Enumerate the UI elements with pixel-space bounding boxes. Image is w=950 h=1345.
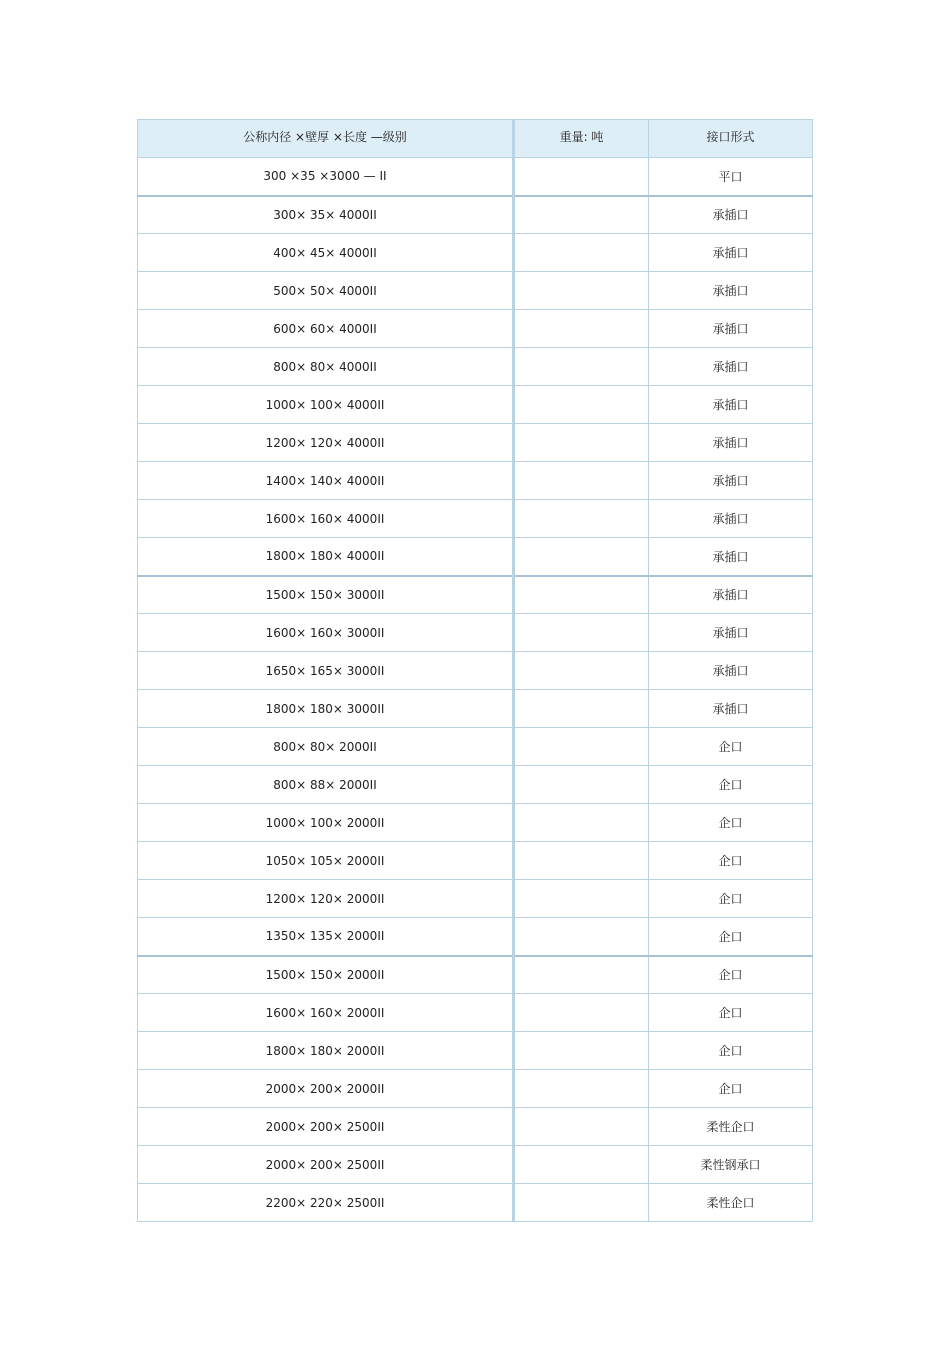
- table-row: [138, 1108, 813, 1146]
- table-row: [138, 804, 813, 842]
- cell-weight: [514, 1032, 649, 1070]
- cell-spec: 1650× 165× 3000II: [138, 652, 514, 690]
- table-row: [138, 196, 813, 234]
- cell-joint: 承插口: [649, 462, 813, 500]
- cell-joint: 企口: [649, 1070, 813, 1108]
- table-row: [138, 310, 813, 348]
- table-row: [138, 348, 813, 386]
- header-joint: 接口形式: [649, 120, 813, 158]
- cell-weight: [514, 576, 649, 614]
- cell-joint: 承插口: [649, 196, 813, 234]
- table-row: [138, 728, 813, 766]
- cell-joint: 企口: [649, 804, 813, 842]
- cell-spec: 1000× 100× 4000II: [138, 386, 514, 424]
- cell-weight: [514, 272, 649, 310]
- cell-joint: 柔性钢承口: [649, 1146, 813, 1184]
- cell-weight: [514, 728, 649, 766]
- cell-weight: [514, 538, 649, 576]
- table-row: [138, 424, 813, 462]
- cell-joint: 企口: [649, 1032, 813, 1070]
- cell-weight: [514, 424, 649, 462]
- table-row: [138, 994, 813, 1032]
- cell-joint: 承插口: [649, 538, 813, 576]
- table-row: [138, 1146, 813, 1184]
- cell-spec: 1600× 160× 3000II: [138, 614, 514, 652]
- pipe-spec-table: [137, 119, 813, 1222]
- table-row: [138, 158, 813, 196]
- cell-joint: 承插口: [649, 500, 813, 538]
- table-row: [138, 576, 813, 614]
- header-weight: 重量: 吨: [514, 120, 649, 158]
- table-row: [138, 234, 813, 272]
- table-row: [138, 766, 813, 804]
- cell-weight: [514, 956, 649, 994]
- table-row: [138, 1184, 813, 1222]
- table-row: [138, 652, 813, 690]
- cell-joint: 企口: [649, 728, 813, 766]
- cell-spec: 2200× 220× 2500II: [138, 1184, 514, 1222]
- cell-joint: 承插口: [649, 424, 813, 462]
- cell-spec: 1000× 100× 2000II: [138, 804, 514, 842]
- cell-spec: 1200× 120× 2000II: [138, 880, 514, 918]
- cell-joint: 承插口: [649, 348, 813, 386]
- table-row: [138, 386, 813, 424]
- table-row: [138, 1032, 813, 1070]
- table-row: [138, 690, 813, 728]
- cell-weight: [514, 614, 649, 652]
- cell-joint: 承插口: [649, 690, 813, 728]
- cell-joint: 承插口: [649, 652, 813, 690]
- cell-joint: 承插口: [649, 272, 813, 310]
- cell-joint: 平口: [649, 158, 813, 196]
- cell-joint: 承插口: [649, 576, 813, 614]
- cell-weight: [514, 462, 649, 500]
- table-row: [138, 880, 813, 918]
- table-row: [138, 1070, 813, 1108]
- cell-weight: [514, 1108, 649, 1146]
- cell-spec: 800× 80× 2000II: [138, 728, 514, 766]
- table-row: [138, 918, 813, 956]
- cell-spec: 1600× 160× 4000II: [138, 500, 514, 538]
- table-row: [138, 538, 813, 576]
- table-row: [138, 272, 813, 310]
- cell-spec: 1600× 160× 2000II: [138, 994, 514, 1032]
- table-row: [138, 614, 813, 652]
- cell-weight: [514, 500, 649, 538]
- cell-spec: 1500× 150× 3000II: [138, 576, 514, 614]
- cell-weight: [514, 880, 649, 918]
- cell-spec: 800× 80× 4000II: [138, 348, 514, 386]
- table-row: [138, 500, 813, 538]
- cell-joint: 企口: [649, 994, 813, 1032]
- cell-weight: [514, 310, 649, 348]
- cell-weight: [514, 652, 649, 690]
- cell-spec: 300× 35× 4000II: [138, 196, 514, 234]
- table-row: [138, 956, 813, 994]
- cell-joint: 承插口: [649, 614, 813, 652]
- cell-joint: 企口: [649, 766, 813, 804]
- cell-weight: [514, 766, 649, 804]
- cell-spec: 300 ×35 ×3000 — II: [138, 158, 514, 196]
- cell-spec: 1500× 150× 2000II: [138, 956, 514, 994]
- cell-spec: 2000× 200× 2500II: [138, 1108, 514, 1146]
- cell-weight: [514, 348, 649, 386]
- table-row: [138, 462, 813, 500]
- cell-spec: 2000× 200× 2000II: [138, 1070, 514, 1108]
- cell-spec: 800× 88× 2000II: [138, 766, 514, 804]
- cell-weight: [514, 234, 649, 272]
- cell-joint: 企口: [649, 880, 813, 918]
- cell-spec: 1050× 105× 2000II: [138, 842, 514, 880]
- cell-joint: 企口: [649, 918, 813, 956]
- cell-weight: [514, 1184, 649, 1222]
- cell-weight: [514, 386, 649, 424]
- cell-joint: 承插口: [649, 386, 813, 424]
- cell-spec: 1800× 180× 3000II: [138, 690, 514, 728]
- cell-joint: 企口: [649, 842, 813, 880]
- cell-spec: 600× 60× 4000II: [138, 310, 514, 348]
- cell-weight: [514, 158, 649, 196]
- cell-spec: 1400× 140× 4000II: [138, 462, 514, 500]
- header-spec: 公称内径 ×壁厚 ×长度 —级别: [138, 120, 514, 158]
- cell-spec: 1350× 135× 2000II: [138, 918, 514, 956]
- cell-weight: [514, 994, 649, 1032]
- cell-joint: 承插口: [649, 234, 813, 272]
- cell-spec: 1800× 180× 2000II: [138, 1032, 514, 1070]
- cell-joint: 柔性企口: [649, 1108, 813, 1146]
- cell-weight: [514, 804, 649, 842]
- cell-joint: 承插口: [649, 310, 813, 348]
- cell-spec: 2000× 200× 2500II: [138, 1146, 514, 1184]
- cell-weight: [514, 1070, 649, 1108]
- cell-spec: 400× 45× 4000II: [138, 234, 514, 272]
- cell-weight: [514, 690, 649, 728]
- cell-weight: [514, 842, 649, 880]
- cell-weight: [514, 1146, 649, 1184]
- cell-weight: [514, 918, 649, 956]
- cell-joint: 企口: [649, 956, 813, 994]
- header-row: [138, 120, 813, 158]
- cell-spec: 500× 50× 4000II: [138, 272, 514, 310]
- cell-joint: 柔性企口: [649, 1184, 813, 1222]
- pipe-spec-table-container: [137, 119, 812, 1222]
- cell-spec: 1800× 180× 4000II: [138, 538, 514, 576]
- table-row: [138, 842, 813, 880]
- cell-spec: 1200× 120× 4000II: [138, 424, 514, 462]
- cell-weight: [514, 196, 649, 234]
